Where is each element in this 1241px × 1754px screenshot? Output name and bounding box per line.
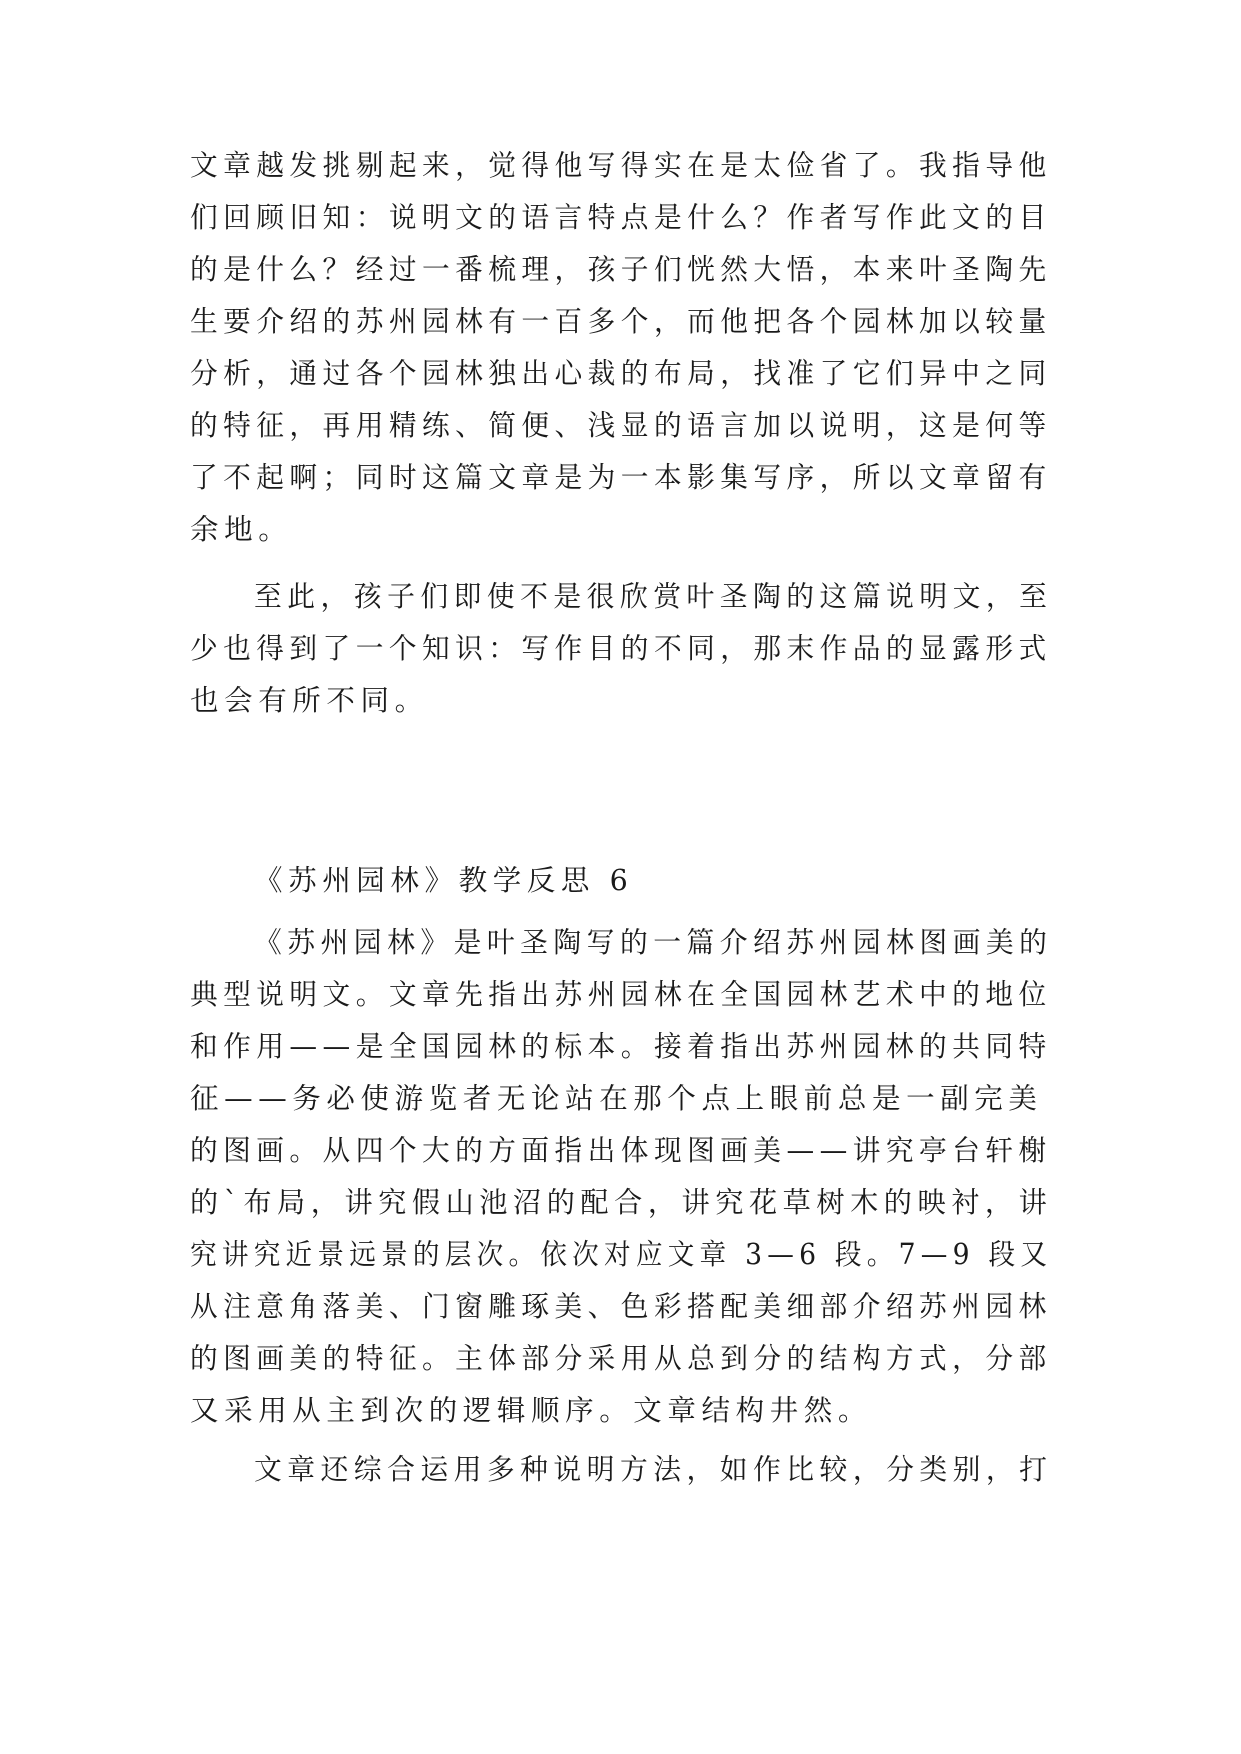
text-line: 余地。: [190, 513, 293, 546]
paragraph-methods: [190, 1444, 1052, 1496]
text-line: 的是什么？经过一番梳理，孩子们恍然大悟，本来叶圣陶先: [190, 253, 1052, 286]
text-line: 了不起啊；同时这篇文章是为一本影集写序，所以文章留有: [190, 461, 1052, 494]
text-line: 们回顾旧知：说明文的语言特点是什么？作者写作此文的目: [190, 201, 1052, 234]
text-line: 也会有所不同。: [190, 684, 429, 717]
text-line: 文章还综合运用多种说明方法，如作比较，分类别，打: [254, 1453, 1053, 1486]
section-title: 《苏州园林》教学反思 6: [254, 864, 634, 897]
paragraph-continuation: [190, 140, 1052, 556]
text-line: 的图画美的特征。主体部分采用从总到分的结构方式，分部: [190, 1342, 1052, 1375]
text-line: 《苏州园林》是叶圣陶写的一篇介绍苏州园林图画美的: [254, 926, 1053, 959]
text-line: 分析，通过各个园林独出心裁的布局，找准了它们异中之同: [190, 357, 1052, 390]
text-line: 典型说明文。文章先指出苏州园林在全国园林艺术中的地位: [190, 978, 1052, 1011]
text-line: 究讲究近景远景的层次。依次对应文章 3—6 段。7—9 段又: [190, 1238, 1053, 1271]
paragraph-conclusion: [190, 571, 1052, 727]
text-line: 的`布局，讲究假山池沼的配合，讲究花草树木的映衬，讲: [190, 1186, 1053, 1219]
text-line: 和作用——是全国园林的标本。接着指出苏州园林的共同特: [190, 1030, 1052, 1063]
text-line: 的图画。从四个大的方面指出体现图画美——讲究亭台轩榭: [190, 1134, 1052, 1167]
text-line: 征——务必使游览者无论站在那个点上眼前总是一副完美: [190, 1082, 1043, 1115]
text-line: 又采用从主到次的逻辑顺序。文章结构井然。: [190, 1394, 873, 1427]
text-line: 生要介绍的苏州园林有一百多个，而他把各个园林加以较量: [190, 305, 1052, 338]
text-line: 的特征，再用精练、简便、浅显的语言加以说明，这是何等: [190, 409, 1052, 442]
paragraph-intro: [190, 917, 1052, 1437]
text-line: 文章越发挑剔起来，觉得他写得实在是太俭省了。我指导他: [190, 149, 1052, 182]
text-line: 少也得到了一个知识：写作目的不同，那末作品的显露形式: [190, 632, 1052, 665]
text-line: 从注意角落美、门窗雕琢美、色彩搭配美细部介绍苏州园林: [190, 1290, 1052, 1323]
text-line: 至此，孩子们即使不是很欣赏叶圣陶的这篇说明文，至: [254, 580, 1053, 613]
